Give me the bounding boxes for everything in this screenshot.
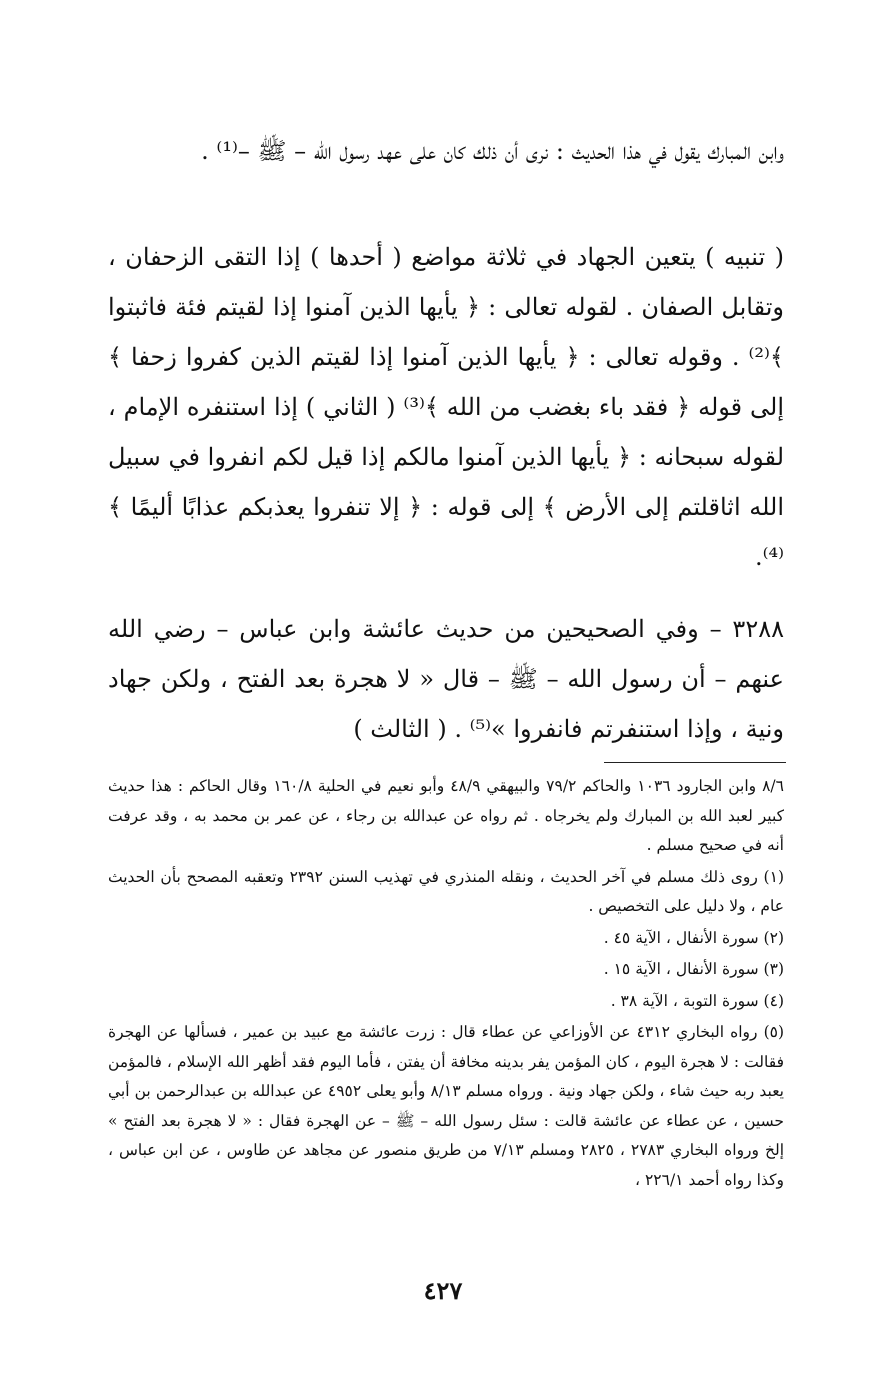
paragraph-tanbih: ( تنبيه ) يتعين الجهاد في ثلاثة مواضع ( أحدها ) إذا التقى الزحفان ، وتقابل الصفان . لقوله تعالى : ﴿ يأيها الذين آمنوا إذا لقيتم فئة فاثبتوا ﴾⁽²⁾ . وقوله تعالى : ﴿ يأيها الذين آمنوا إذا لقيتم الذين كفروا زحفا ﴾ إلى قوله ﴿ فقد باء بغضب من الله ﴾⁽³⁾ ( الثاني ) إذا استنفره الإمام ، لقوله سبحانه : ﴿ يأيها الذين آمنوا مالكم إذا قيل لكم انفروا في سبيل الله اثاقلتم إلى الأرض ﴾ إلى قوله : ﴿ إلا تنفروا يعذبكم عذابًا أليمًا ﴾⁽⁴⁾. <box>108 243 784 571</box>
footnote-divider <box>604 762 786 763</box>
footnote-4: (٤) سورة التوبة ، الآية ٣٨ . <box>610 991 784 1010</box>
paragraph-hadith-3288 <box>108 604 784 754</box>
footnotes <box>108 772 784 1195</box>
footnote-1: (١) روى ذلك مسلم في آخر الحديث ، ونقله المنذري في تهذيب السنن ٢٣٩٢ وتعقبه المصحح بأن الحديث عام ، ولا دليل على التخصيص . <box>108 867 784 915</box>
footnote-continuation: ٨/٦ وابن الجارود ١٠٣٦ والحاكم ٧٩/٢ والبيهقي ٤٨/٩ وأبو نعيم في الحلية ١٦٠/٨ وقال الحاكم : هذا حديث كبير لعبد الله بن المبارك ولم يخرجاه . ثم رواه عن عبدالله بن رجاء ، عن عمر بن محمد به ، وقد عرفت أنه في صحيح مسلم . <box>108 777 784 854</box>
footnote-2: (٢) سورة الأنفال ، الآية ٤٥ . <box>603 928 784 947</box>
footnote-5: (٥) رواه البخاري ٤٣١٢ عن الأوزاعي عن عطاء قال : زرت عائشة مع عبيد بن عمير ، فسألها عن الهجرة فقالت : لا هجرة اليوم ، كان المؤمن يفر بدينه مخافة أن يفتن ، فأما اليوم فقد أظهر الله الإسلام ، فالمؤمن يعبد ربه حيث شاء ، ولكن جهاد ونية . ورواه مسلم ٨/١٣ وأبو يعلى ٤٩٥٢ عن عبدالله بن عبدالرحمن بن أبي حسين ، عن عطاء عن عائشة قالت : سئل رسول الله – ﷺ – عن الهجرة فقال : « لا هجرة بعد الفتح » إلخ ورواه البخاري ٢٧٨٣ ، ٢٨٢٥ ومسلم ٧/١٣ من طريق منصور عن مجاهد عن طاوس ، عن ابن عباس ، وكذا رواه أحمد ٢٢٦/١ ، <box>108 1023 785 1189</box>
footnote-3: (٣) سورة الأنفال ، الآية ١٥ . <box>603 960 784 978</box>
paragraph-ibn-mubarak: وابن المبارك يقول في هذا الحديث : نرى أن ذلك كان على عهد رسول الله – ﷺ –⁽¹⁾ . <box>201 137 784 165</box>
page-number: ٤٢٧ <box>423 1276 463 1305</box>
hadith-number: ٣٢٨٨ <box>732 615 784 643</box>
hadith-text: – وفي الصحيحين من حديث عائشة وابن عباس – رضي الله عنهم – أن رسول الله – ﷺ – قال « لا هجرة بعد الفتح ، ولكن جهاد ونية ، وإذا استنفرتم فانفروا »⁽⁵⁾ . ( الثالث ) <box>108 615 784 743</box>
